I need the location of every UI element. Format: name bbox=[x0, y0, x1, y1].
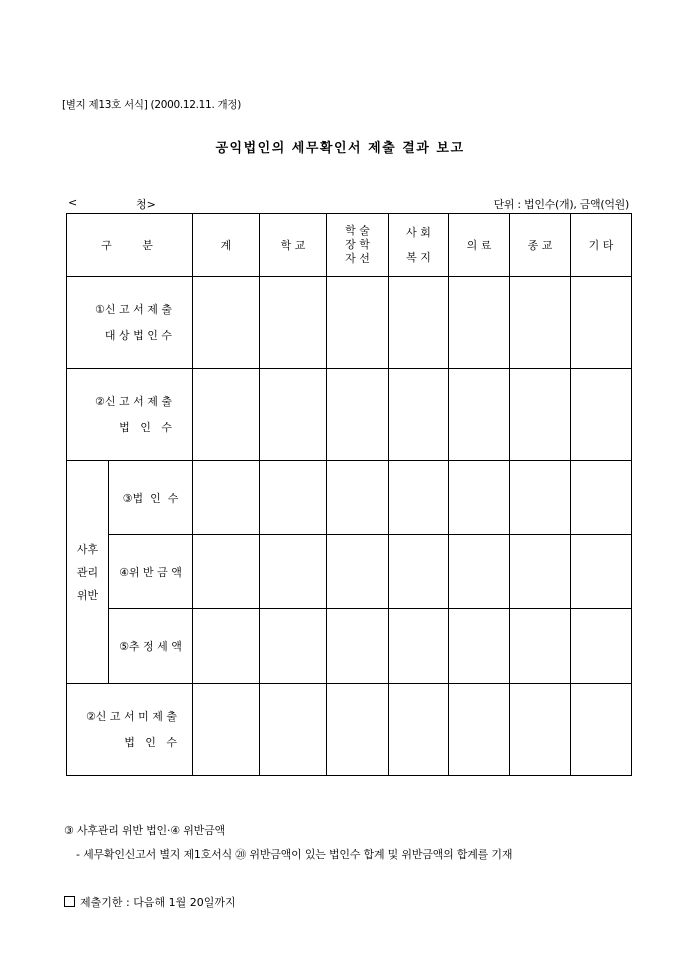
table-cell[interactable] bbox=[510, 684, 571, 776]
group-label-line2: 관리 bbox=[76, 565, 99, 579]
table-row bbox=[67, 609, 632, 684]
note-line-1: ③ 사후관리 위반 법인·④ 위반금액 bbox=[64, 824, 225, 837]
table-cell[interactable] bbox=[571, 461, 632, 535]
header-other: 기 타 bbox=[571, 214, 632, 277]
table-cell[interactable] bbox=[449, 609, 510, 684]
table-cell[interactable] bbox=[449, 369, 510, 461]
table-cell[interactable] bbox=[260, 535, 327, 609]
row-label-estimated-tax: ⑤추 정 세 액 bbox=[109, 609, 193, 684]
row-label-filed bbox=[67, 369, 193, 461]
table-cell[interactable] bbox=[449, 684, 510, 776]
group-label-line1: 사후 bbox=[76, 542, 99, 556]
row-label-line1: ②신 고 서 제 출 bbox=[95, 394, 172, 408]
group-label-line3: 위반 bbox=[76, 588, 99, 602]
table-cell[interactable] bbox=[449, 535, 510, 609]
table-cell[interactable] bbox=[327, 535, 389, 609]
header-scholarship-line2: 장 학 bbox=[345, 238, 370, 251]
table-row bbox=[67, 277, 632, 369]
table-cell[interactable] bbox=[571, 609, 632, 684]
table-cell[interactable] bbox=[389, 461, 449, 535]
table-cell[interactable] bbox=[510, 609, 571, 684]
table-cell[interactable] bbox=[389, 535, 449, 609]
table-row bbox=[67, 684, 632, 776]
office-prefix: < bbox=[68, 196, 78, 209]
table-cell[interactable] bbox=[193, 277, 260, 369]
notes-section bbox=[64, 822, 513, 861]
table-cell[interactable] bbox=[260, 369, 327, 461]
table-cell[interactable] bbox=[260, 277, 327, 369]
table-cell[interactable] bbox=[260, 461, 327, 535]
table-cell[interactable] bbox=[193, 535, 260, 609]
header-scholarship-line3: 자 선 bbox=[345, 252, 370, 265]
table-row bbox=[67, 461, 632, 535]
table-cell[interactable] bbox=[510, 461, 571, 535]
table-row bbox=[67, 369, 632, 461]
unit-note: 단위 : 법인수(개), 금액(억원) bbox=[493, 198, 629, 211]
table-cell[interactable] bbox=[510, 535, 571, 609]
office-suffix: 청> bbox=[136, 198, 156, 211]
table-cell[interactable] bbox=[193, 369, 260, 461]
table-cell[interactable] bbox=[571, 535, 632, 609]
deadline-note bbox=[64, 894, 236, 910]
table-cell[interactable] bbox=[327, 277, 389, 369]
row-label-violating-count: ③법 인 수 bbox=[109, 461, 193, 535]
table-cell[interactable] bbox=[327, 369, 389, 461]
header-religion: 종 교 bbox=[510, 214, 571, 277]
header-medical: 의 료 bbox=[449, 214, 510, 277]
deadline-text: 제출기한 : 다음해 1월 20일까지 bbox=[80, 896, 236, 909]
form-reference: [별지 제13호 서식] (2000.12.11. 개정) bbox=[62, 99, 241, 111]
header-row bbox=[67, 214, 632, 277]
row-label-not-filed bbox=[67, 684, 193, 776]
table-cell[interactable] bbox=[327, 461, 389, 535]
table-cell[interactable] bbox=[260, 684, 327, 776]
table-cell[interactable] bbox=[389, 609, 449, 684]
header-scholarship bbox=[327, 214, 389, 277]
row-label-line1: ②신 고 서 미 제 출 bbox=[85, 709, 178, 723]
table-cell[interactable] bbox=[510, 369, 571, 461]
table-cell[interactable] bbox=[571, 684, 632, 776]
table-cell[interactable] bbox=[571, 277, 632, 369]
row-label-line2: 법 인 수 bbox=[119, 420, 172, 434]
header-school: 학 교 bbox=[260, 214, 327, 277]
table-cell[interactable] bbox=[389, 684, 449, 776]
table-cell[interactable] bbox=[449, 461, 510, 535]
row-group-violation bbox=[67, 461, 109, 684]
table-cell[interactable] bbox=[571, 369, 632, 461]
header-total: 계 bbox=[193, 214, 260, 277]
header-welfare-line1: 사 회 bbox=[406, 226, 431, 239]
table-cell[interactable] bbox=[389, 369, 449, 461]
header-category: 구 분 bbox=[67, 214, 193, 277]
table-cell[interactable] bbox=[389, 277, 449, 369]
row-label-line2: 대 상 법 인 수 bbox=[104, 328, 172, 342]
table-cell[interactable] bbox=[193, 461, 260, 535]
header-welfare-line2: 복 지 bbox=[406, 251, 431, 264]
table-cell[interactable] bbox=[327, 684, 389, 776]
table-cell[interactable] bbox=[193, 609, 260, 684]
report-table bbox=[66, 213, 632, 776]
note-line-2: - 세무확인신고서 별지 제1호서식 ⑳ 위반금액이 있는 법인수 합계 및 위반금액의 합계를 기재 bbox=[76, 848, 513, 861]
row-label-filing-target bbox=[67, 277, 193, 369]
row-label-line2: 법 인 수 bbox=[124, 735, 178, 749]
header-scholarship-line1: 학 술 bbox=[345, 224, 370, 237]
header-welfare bbox=[389, 214, 449, 277]
row-label-violation-amount: ④위 반 금 액 bbox=[109, 535, 193, 609]
table-cell[interactable] bbox=[260, 609, 327, 684]
table-row bbox=[67, 535, 632, 609]
table-cell[interactable] bbox=[449, 277, 510, 369]
table-cell[interactable] bbox=[510, 277, 571, 369]
checkbox-icon bbox=[64, 896, 75, 907]
table-cell[interactable] bbox=[327, 609, 389, 684]
document-title: 공익법인의 세무확인서 제출 결과 보고 bbox=[215, 141, 465, 156]
table-cell[interactable] bbox=[193, 684, 260, 776]
row-label-line1: ①신 고 서 제 출 bbox=[95, 302, 172, 316]
